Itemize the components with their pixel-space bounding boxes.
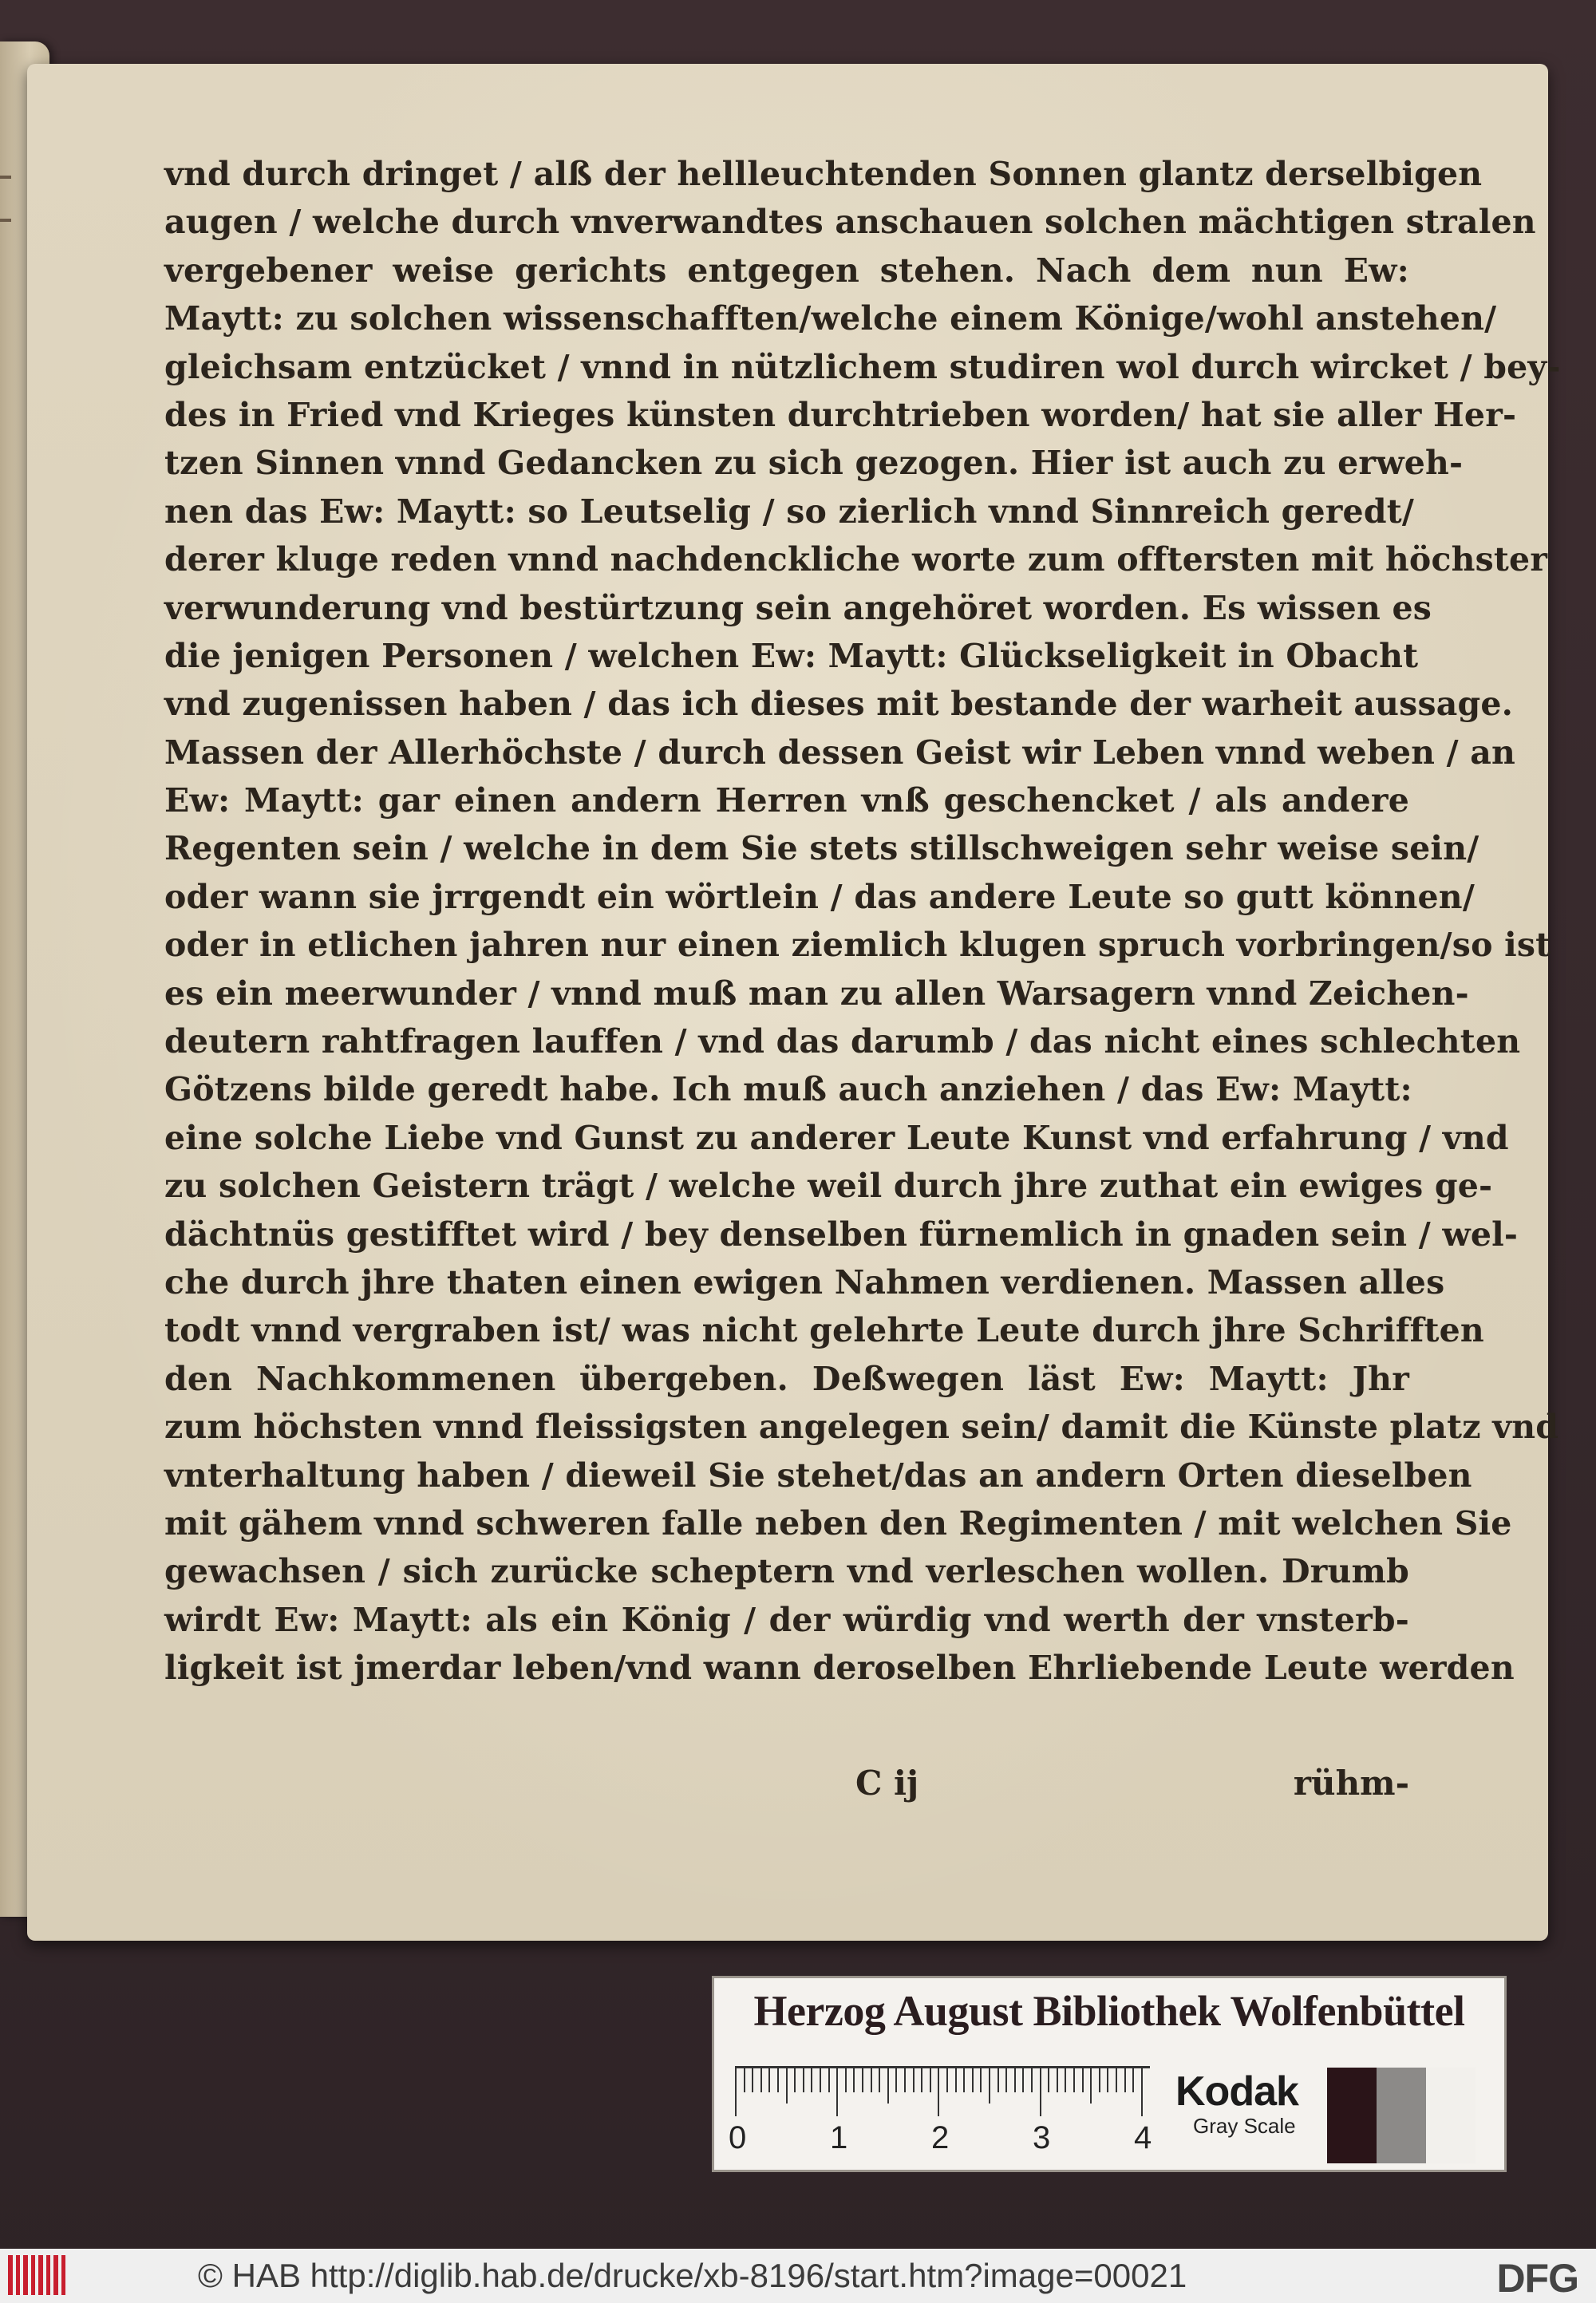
gray-scale-label: Gray Scale: [1193, 2114, 1296, 2138]
text-line: es ein meerwunder / vnnd muß man zu allen Warsagern vnnd Zeichen-: [164, 974, 1469, 1013]
text-line: oder wann sie jrrgendt ein wörtlein / das andere Leute so gutt können/: [164, 877, 1475, 916]
library-name: Herzog August Bibliothek Wolfenbüttel: [753, 1987, 1465, 2035]
text-line: nen das Ew: Maytt: so Leutselig / so zierlich vnnd Sinnreich geredt/: [164, 492, 1415, 531]
text-line: des in Fried vnd Krieges künsten durchtrieben worden/ hat sie aller Her-: [164, 395, 1517, 434]
ruler-tick: [1073, 2068, 1075, 2092]
ruler-tick: [998, 2068, 999, 2092]
ruler-tick: [760, 2068, 762, 2092]
leaf-mark: [0, 176, 11, 179]
text-line: Götzens bilde geredt habe. Ich muß auch anziehen / das Ew: Maytt:: [164, 1070, 1412, 1109]
text-line: vnd durch dringet / alß der hellleuchtenden Sonnen glantz derselbigen: [164, 155, 1483, 193]
ruler-tick: [871, 2068, 872, 2092]
text-line: verwunderung vnd bestürtzung sein angehöret worden. Es wissen es: [164, 588, 1432, 627]
ruler-tick: [845, 2068, 847, 2092]
text-line: vnterhaltung haben / dieweil Sie stehet/das an andern Orten dieselben: [164, 1456, 1472, 1495]
text-line: Maytt: zu solchen wissenschafften/welche einem Könige/wohl anstehen/: [164, 299, 1497, 338]
ruler-tick: [972, 2068, 974, 2092]
ruler-tick: [836, 2068, 838, 2116]
text-line: zum höchsten vnnd fleissigsten angelegen sein/ damit die Künste platz vnd: [164, 1408, 1559, 1447]
text-line: die jenigen Personen / welchen Ew: Maytt: Glückseligkeit in Obacht: [164, 636, 1419, 675]
text-line: derer kluge reden vnnd nachdenckliche worte zum offtersten mit höchster: [164, 540, 1548, 579]
ruler-tick: [1082, 2068, 1084, 2092]
ruler-tick: [887, 2068, 889, 2104]
catchword: rühm-: [1293, 1764, 1409, 1803]
kodak-logo: Kodak: [1175, 2068, 1298, 2115]
ruler-tick: [980, 2068, 982, 2092]
text-line: zu solchen Geistern trägt / welche weil durch jhre zuthat ein ewiges ge-: [164, 1167, 1493, 1206]
text-line: oder in etlichen jahren nur einen ziemlich klugen spruch vorbringen/so ist: [164, 926, 1551, 965]
ruler-label: 0: [729, 2120, 747, 2155]
ruler-tick: [811, 2068, 812, 2092]
ruler-tick: [1141, 2068, 1143, 2116]
ruler-tick: [1132, 2068, 1134, 2092]
ruler-tick: [879, 2068, 880, 2092]
text-line: che durch jhre thaten einen ewigen Nahmen verdienen. Massen alles: [164, 1262, 1445, 1302]
text-line: Massen der Allerhöchste / durch dessen Geist wir Leben vnnd weben / an: [164, 733, 1516, 772]
ruler-tick: [955, 2068, 957, 2092]
text-line: todt vnnd vergraben ist/ was nicht gelehrte Leute durch jhre Schrifften: [164, 1311, 1484, 1350]
text-line: vergebener weise gerichts entgegen stehen. Nach dem nun Ew:: [164, 251, 1409, 290]
ruler-tick: [1048, 2068, 1049, 2092]
copyright-link[interactable]: © HAB http://diglib.hab.de/drucke/xb-8196/start.htm?image=00021: [198, 2257, 1187, 2294]
ruler-tick: [930, 2068, 931, 2092]
text-line: augen / welche durch vnverwandtes anschauen solchen mächtigen stralen: [164, 203, 1536, 242]
text-line: Ew: Maytt: gar einen andern Herren vnß geschencket / als andere: [164, 781, 1409, 820]
ruler-tick: [1099, 2068, 1100, 2092]
ruler-tick: [744, 2068, 745, 2092]
ruler-tick: [820, 2068, 821, 2092]
ruler-tick: [1022, 2068, 1024, 2092]
ruler-tick: [794, 2068, 796, 2092]
ruler-tick: [1116, 2068, 1117, 2092]
ruler-tick: [735, 2068, 737, 2116]
ruler-label: 1: [830, 2120, 848, 2155]
gray-swatch: [1426, 2068, 1476, 2163]
ruler-tick: [938, 2068, 939, 2116]
ruler-tick: [752, 2068, 753, 2092]
ruler-tick: [895, 2068, 897, 2092]
ruler-labels: [729, 2120, 1175, 2160]
ruler-tick: [1090, 2068, 1092, 2104]
ruler-label: 4: [1134, 2120, 1152, 2155]
ruler-tick: [786, 2068, 788, 2104]
ruler-tick: [1124, 2068, 1126, 2092]
color-scale-target: [712, 1976, 1507, 2172]
gray-swatch: [1377, 2068, 1426, 2163]
text-line: deutern rahtfragen lauffen / vnd das darumb / das nicht eines schlechten: [164, 1022, 1521, 1061]
ruler-tick: [1107, 2068, 1108, 2092]
page-footer: [164, 1764, 1409, 1811]
ruler-tick: [1014, 2068, 1016, 2092]
ruler-tick: [921, 2068, 922, 2092]
page-text: [164, 150, 1561, 1693]
text-line: wirdt Ew: Maytt: als ein König / der würdig vnd werth der vnsterb-: [164, 1600, 1409, 1639]
ruler-tick: [768, 2068, 770, 2092]
ruler-tick: [828, 2068, 830, 2092]
text-line: tzen Sinnen vnnd Gedancken zu sich gezogen. Hier ist auch zu erweh-: [164, 444, 1464, 483]
dfg-logo: DFG: [1496, 2256, 1578, 2301]
ruler-tick: [989, 2068, 990, 2104]
ruler-tick: [853, 2068, 855, 2092]
ruler-tick: [1031, 2068, 1033, 2092]
ruler-label: 2: [931, 2120, 950, 2155]
text-line: ligkeit ist jmerdar leben/vnd wann deroselben Ehrliebende Leute werden: [164, 1649, 1515, 1688]
ruler-tick: [1057, 2068, 1058, 2092]
signature-mark: C ij: [855, 1764, 919, 1803]
text-line: eine solche Liebe vnd Gunst zu anderer Leute Kunst vnd erfahrung / vnd: [164, 1118, 1509, 1157]
text-line: dächtnüs gestifftet wird / bey denselben fürnemlich in gnaden sein / wel-: [164, 1215, 1519, 1254]
ruler-tick: [963, 2068, 965, 2092]
ruler-tick: [803, 2068, 804, 2092]
ruler-tick: [1040, 2068, 1041, 2116]
text-line: mit gähem vnnd schweren falle neben den Regimenten / mit welchen Sie: [164, 1503, 1512, 1543]
ruler-tick: [777, 2068, 779, 2092]
book-page: [27, 64, 1561, 1941]
gray-swatch: [1327, 2068, 1377, 2163]
text-line: gewachsen / sich zurücke scheptern vnd verleschen wollen. Drumb: [164, 1552, 1409, 1591]
ruler-tick: [862, 2068, 863, 2092]
barcode-icon: [8, 2255, 65, 2295]
ruler: [735, 2066, 1150, 2119]
ruler-tick: [1065, 2068, 1066, 2092]
ruler-tick: [1005, 2068, 1007, 2092]
gray-swatches: [1327, 2068, 1476, 2163]
leaf-mark: [0, 219, 11, 222]
text-line: den Nachkommenen übergeben. Deßwegen läst Ew: Maytt: Jhr: [164, 1359, 1409, 1398]
ruler-tick: [904, 2068, 906, 2092]
ruler-tick: [913, 2068, 915, 2092]
ruler-label: 3: [1033, 2120, 1051, 2155]
ruler-tick: [946, 2068, 948, 2092]
text-line: gleichsam entzücket / vnnd in nützlichem studiren wol durch wircket / bey-: [164, 347, 1561, 386]
text-line: Regenten sein / welche in dem Sie stets stillschweigen sehr weise sein/: [164, 829, 1479, 868]
text-line: vnd zugenissen haben / das ich dieses mit bestande der warheit aussage.: [164, 685, 1514, 724]
